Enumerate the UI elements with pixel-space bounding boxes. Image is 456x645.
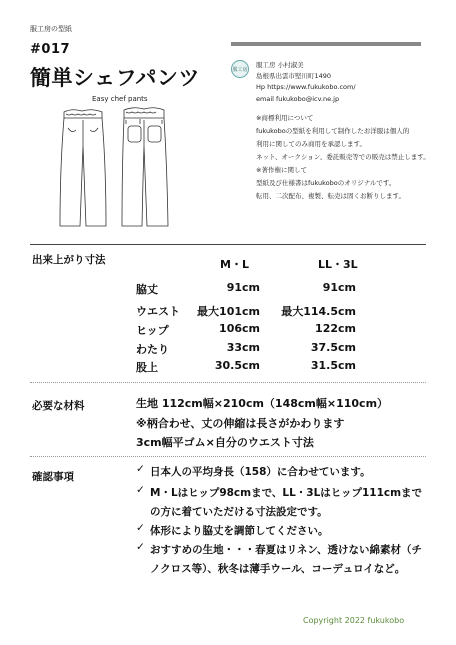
size-value-ll: 91cm <box>322 281 356 294</box>
pants-illustration <box>52 106 184 234</box>
shop-name: 服工房 小村淑美 <box>256 61 304 69</box>
confirm-text: おすすめの生地・・・春夏はリネン、透けない綿素材（チノクロス等）、秋冬は薄手ウール、コーデュロイなど。 <box>150 544 423 575</box>
section-divider <box>30 244 426 245</box>
confirm-item <box>136 541 426 579</box>
page-title: 簡単シェフパンツ <box>30 66 200 90</box>
note-line: ※商標利用について <box>256 114 314 122</box>
size-value-ll: 37.5cm <box>310 341 356 354</box>
check-icon: ✓ <box>136 484 145 496</box>
material-line: 生地 112cm幅×210cm（148cm幅×110cm） <box>136 397 389 410</box>
size-row-label: ヒップ <box>136 324 169 337</box>
shop-address: 島根県出雲市堅川町1490 <box>256 72 332 80</box>
material-line: ※柄合わせ、丈の伸縮は長さがかわります <box>136 417 345 430</box>
size-value-ll: 31.5cm <box>310 359 356 372</box>
size-row-label: 脇丈 <box>136 283 158 296</box>
check-icon: ✓ <box>136 541 145 553</box>
page-subtitle: Easy chef pants <box>92 95 148 103</box>
confirm-text: M・Lはヒップ98cmまで、LL・3Lはヒップ111cmまでの方に着ていただける寸法設定です。 <box>150 487 423 518</box>
check-icon: ✓ <box>136 463 145 475</box>
size-value-ml: 106cm <box>219 322 260 335</box>
size-row-label: ウエスト <box>136 305 180 318</box>
confirm-item <box>136 484 426 522</box>
note-line: 型紙及び仕様書はfukukoboのオリジナルです。 <box>256 179 396 187</box>
size-value-ml: 最大101cm <box>197 305 260 318</box>
shop-logo: 服工房 <box>231 60 249 78</box>
confirm-item <box>136 522 426 541</box>
check-icon: ✓ <box>136 522 145 534</box>
materials-label: 必要な材料 <box>32 400 85 412</box>
section-divider <box>30 456 426 457</box>
material-line: 3cm幅平ゴム×自分のウエスト寸法 <box>136 436 314 449</box>
confirm-item <box>136 463 426 482</box>
size-col-ll: LL・3L <box>318 258 358 271</box>
size-value-ml: 30.5cm <box>214 359 260 372</box>
size-value-ml: 33cm <box>226 341 260 354</box>
confirm-label: 確認事項 <box>32 471 74 483</box>
confirm-text: 日本人の平均身長（158）に合わせています。 <box>150 466 371 478</box>
confirm-text: 体形により脇丈を調節してください。 <box>150 525 329 537</box>
size-row-label: わたり <box>136 343 169 356</box>
size-value-ll: 最大114.5cm <box>281 305 356 318</box>
size-value-ml: 91cm <box>226 281 260 294</box>
size-row-label: 股上 <box>136 361 158 374</box>
shop-website: Hp https://www.fukukobo.com/ <box>256 83 356 91</box>
pattern-code: #017 <box>30 42 71 57</box>
sizes-label: 出来上がり寸法 <box>32 254 106 266</box>
note-line: fukukoboの型紙を利用して制作したお洋服は個人的 <box>256 127 410 135</box>
note-line: 転用、二次配布、複製、転売は固くお断りします。 <box>256 192 405 200</box>
note-line: ※著作権に関して <box>256 166 307 174</box>
size-value-ll: 122cm <box>315 322 356 335</box>
section-divider <box>30 382 426 383</box>
shop-email: email fukukobo@icv.ne.jp <box>256 95 340 103</box>
copyright-text: Copyright 2022 fukukobo <box>303 616 405 625</box>
brand-label: 服工房の型紙 <box>30 25 72 33</box>
size-col-ml: M・L <box>220 258 249 271</box>
note-line: ネット、オークション、委託販売等での販売は禁止します。 <box>256 153 430 161</box>
note-line: 利用に関してのみ商用を承認します。 <box>256 140 366 148</box>
info-header-bar <box>231 42 421 46</box>
